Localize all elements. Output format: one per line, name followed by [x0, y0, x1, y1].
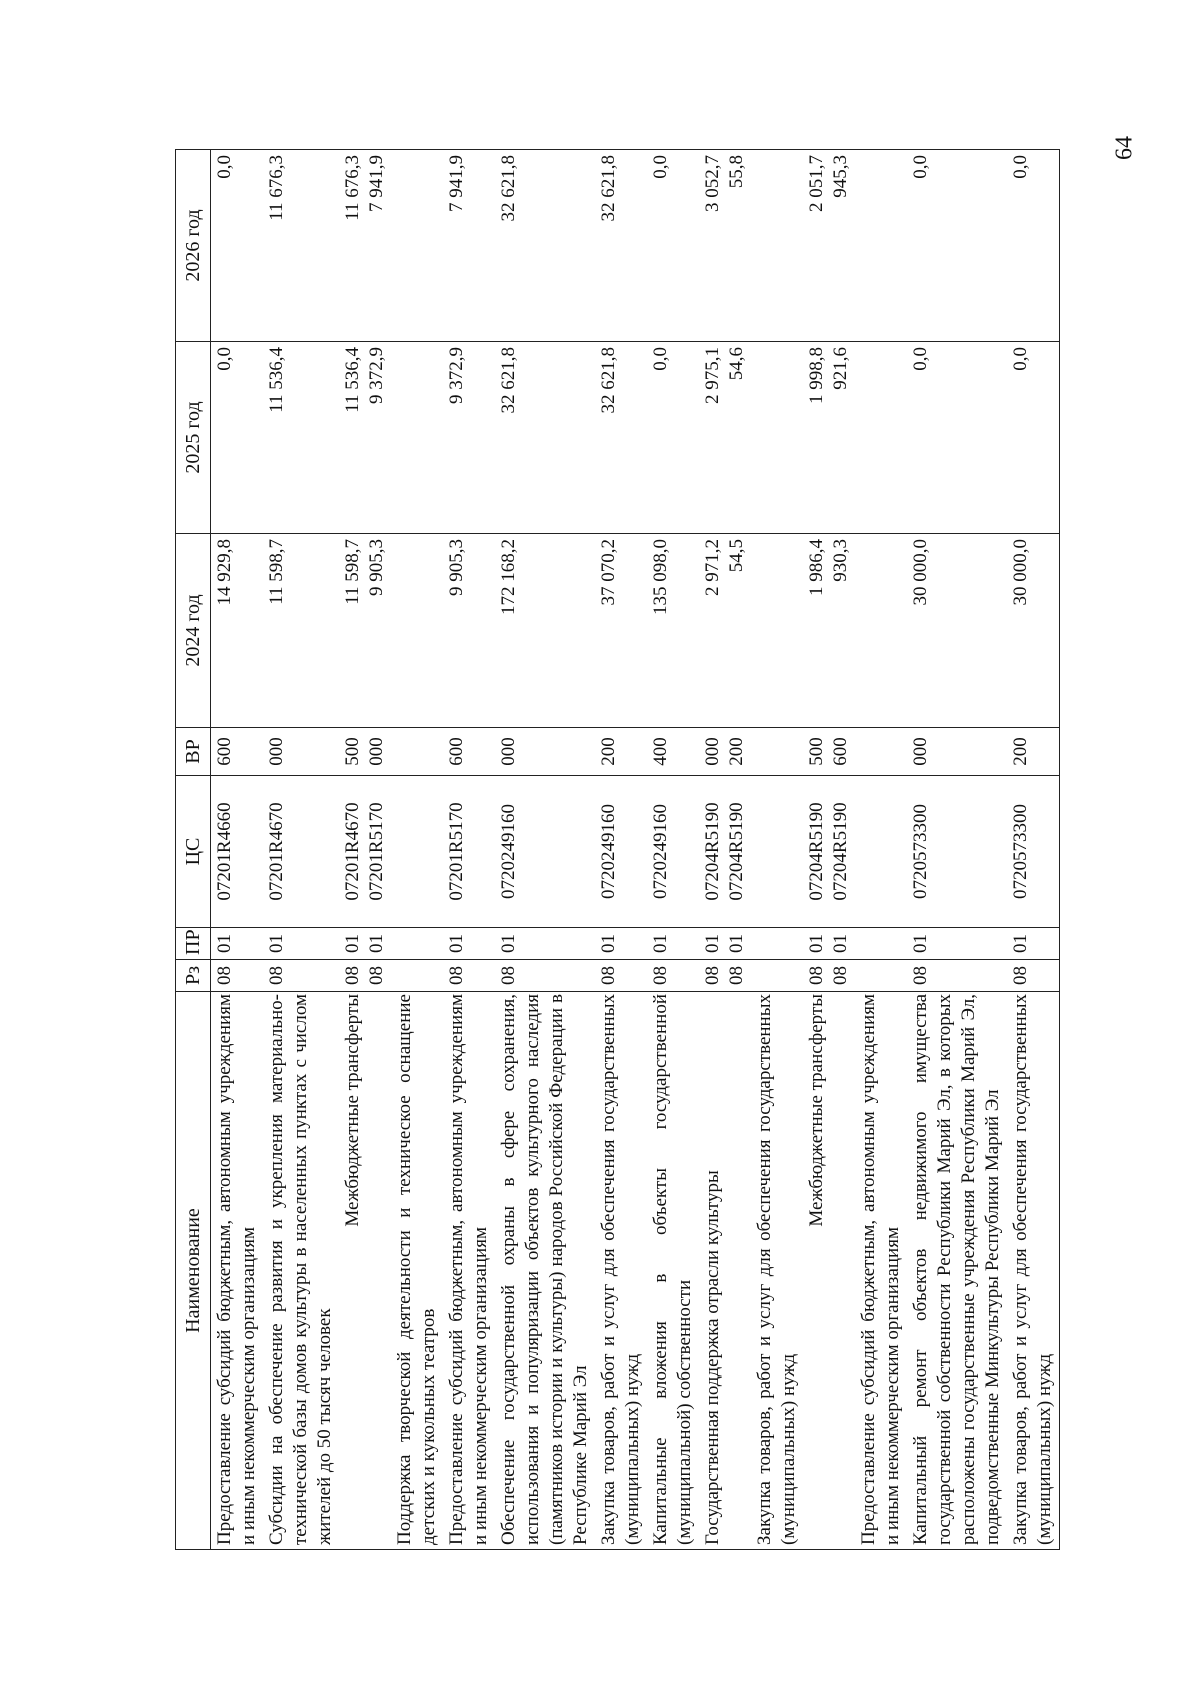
cell-cs [751, 776, 803, 928]
cell-amount-2025-value: 2 975,1 [702, 347, 723, 404]
cell-amount-2026-value: 32 621,8 [498, 155, 519, 222]
cell-amount-2025-value: 9 372,9 [366, 347, 387, 404]
cell-amount-2026-value: 55,8 [726, 155, 747, 189]
cell-rz-value: 08 [702, 966, 723, 985]
cell-amount-2024-value: 9 905,3 [366, 539, 387, 596]
cell-amount-2025-value: 921,6 [830, 347, 851, 390]
cell-rz-value: 08 [910, 966, 931, 985]
cell-amount-2026 [803, 150, 855, 342]
cell-pr-value: 01 [342, 934, 363, 953]
cell-amount-2026-value: 0,0 [214, 155, 235, 179]
cell-vr-value: 600 [214, 737, 235, 766]
cell-amount-2024-value: 11 598,7 [342, 539, 363, 605]
cell-amount-2024 [495, 534, 595, 728]
cell-amount-2026 [647, 150, 699, 342]
table-row [803, 150, 855, 1550]
cell-name: Межбюджетные трансферты [803, 992, 855, 1550]
cell-cs-value: 07201R4670 [342, 802, 363, 901]
cell-cs [391, 776, 443, 928]
cell-vr-value: 500 [342, 737, 363, 766]
cell-rz-value: 08 [214, 966, 235, 985]
cell-pr [855, 928, 907, 960]
cell-rz-value: 08 [650, 966, 671, 985]
cell-rz-value: 08 [498, 966, 519, 985]
cell-vr [595, 728, 647, 776]
cell-amount-2026-value: 32 621,8 [598, 155, 619, 222]
cell-cs [339, 776, 391, 928]
cell-cs-value: 07201R4670 [266, 802, 287, 901]
cell-amount-2025 [211, 342, 264, 534]
cell-amount-2025 [495, 342, 595, 534]
cell-amount-2025 [907, 342, 1007, 534]
cell-pr [595, 928, 647, 960]
cell-cs-value: 07201R4660 [214, 802, 235, 901]
header-name: Наименование [176, 992, 211, 1550]
cell-amount-2025 [339, 342, 391, 534]
cell-amount-2024-value: 30 000,0 [1010, 539, 1031, 606]
cell-rz-value: 08 [598, 966, 619, 985]
cell-name: Предоставление субсидий бюджетным, автономным учреждениям и иным некоммерческим организациям [211, 992, 264, 1550]
header-2025: 2025 год [176, 342, 211, 534]
cell-name: Межбюджетные трансферты [339, 992, 391, 1550]
cell-amount-2025 [263, 342, 339, 534]
cell-pr-value: 01 [806, 934, 827, 953]
table-row [595, 150, 647, 1550]
cell-amount-2024-value: 30 000,0 [910, 539, 931, 606]
table-row [751, 150, 803, 1550]
cell-cs-value: 0720249160 [598, 804, 619, 899]
cell-cs-value: 07204R5190 [726, 802, 747, 901]
cell-amount-2026-value: 11 676,3 [342, 155, 363, 221]
cell-amount-2024 [391, 534, 443, 728]
cell-amount-2025 [647, 342, 699, 534]
cell-amount-2026 [211, 150, 264, 342]
table-row [263, 150, 339, 1550]
cell-pr-value: 01 [366, 934, 387, 953]
cell-amount-2026-value: 0,0 [650, 155, 671, 179]
cell-vr [751, 728, 803, 776]
cell-vr-value: 200 [726, 737, 747, 766]
cell-amount-2025 [855, 342, 907, 534]
cell-cs-value: 0720249160 [498, 804, 519, 899]
cell-amount-2024 [443, 534, 495, 728]
cell-amount-2025-value: 11 536,4 [342, 347, 363, 413]
cell-amount-2024-value: 37 070,2 [598, 539, 619, 606]
cell-pr-value: 01 [446, 934, 467, 953]
table-row [647, 150, 699, 1550]
cell-pr [263, 928, 339, 960]
cell-amount-2025-value: 0,0 [1010, 347, 1031, 371]
cell-amount-2026 [855, 150, 907, 342]
cell-amount-2025 [803, 342, 855, 534]
cell-rz [907, 960, 1007, 992]
cell-amount-2024 [751, 534, 803, 728]
cell-cs-value: 0720573300 [1010, 804, 1031, 899]
header-cs: ЦС [176, 776, 211, 928]
cell-name: Закупка товаров, работ и услуг для обеспечения государственных (муниципальных) нужд [595, 992, 647, 1550]
cell-rz [495, 960, 595, 992]
table-row [907, 150, 1007, 1550]
cell-pr [391, 928, 443, 960]
cell-amount-2025 [1007, 342, 1060, 534]
cell-amount-2026 [699, 150, 751, 342]
cell-amount-2024-value: 14 929,8 [214, 539, 235, 606]
cell-pr-value: 01 [726, 934, 747, 953]
cell-name: Субсидии на обеспечение развития и укрепления материально-технической базы домов культуры в населенных пунктах с числом жителей до 50 тысяч человек [263, 992, 339, 1550]
cell-amount-2026 [391, 150, 443, 342]
cell-pr [1007, 928, 1060, 960]
cell-pr [211, 928, 264, 960]
cell-amount-2024-value: 2 971,2 [702, 539, 723, 596]
cell-amount-2024 [855, 534, 907, 728]
cell-amount-2026-value: 0,0 [1010, 155, 1031, 179]
cell-rz-value: 08 [342, 966, 363, 985]
cell-vr-value: 000 [366, 737, 387, 766]
cell-amount-2026 [339, 150, 391, 342]
cell-amount-2026 [443, 150, 495, 342]
cell-rz [647, 960, 699, 992]
cell-amount-2025-value: 1 998,8 [806, 347, 827, 404]
cell-rz [263, 960, 339, 992]
cell-pr-value: 01 [910, 934, 931, 953]
cell-vr-value: 500 [806, 737, 827, 766]
cell-amount-2026 [495, 150, 595, 342]
table-row [391, 150, 443, 1550]
cell-vr-value: 000 [910, 737, 931, 766]
cell-name: Предоставление субсидий бюджетным, автономным учреждениям и иным некоммерческим организациям [855, 992, 907, 1550]
cell-amount-2026-value: 0,0 [910, 155, 931, 179]
cell-rz-value: 08 [1010, 966, 1031, 985]
cell-amount-2026-value: 7 941,9 [366, 155, 387, 212]
cell-vr [855, 728, 907, 776]
table-row [443, 150, 495, 1550]
cell-name: Капитальный ремонт объектов недвижимого имущества государственной собственности Республики Марий Эл, в которых расположены государственные учреждения Республики Марий Эл, подведомственные Минкультуры Республики Марий Эл [907, 992, 1007, 1550]
cell-amount-2026-value: 2 051,7 [806, 155, 827, 212]
cell-rz [699, 960, 751, 992]
cell-amount-2025 [595, 342, 647, 534]
cell-amount-2024-value: 9 905,3 [446, 539, 467, 596]
cell-amount-2026-value: 3 052,7 [702, 155, 723, 212]
cell-amount-2024 [339, 534, 391, 728]
cell-rz-value: 08 [806, 966, 827, 985]
cell-pr-value: 01 [830, 934, 851, 953]
cell-cs [855, 776, 907, 928]
cell-amount-2026 [263, 150, 339, 342]
cell-pr [443, 928, 495, 960]
cell-amount-2026 [1007, 150, 1060, 342]
cell-cs [1007, 776, 1060, 928]
cell-rz [595, 960, 647, 992]
cell-vr-value: 200 [1010, 737, 1031, 766]
cell-amount-2024 [211, 534, 264, 728]
table-row [699, 150, 751, 1550]
cell-amount-2025 [443, 342, 495, 534]
cell-amount-2026-value: 945,3 [830, 155, 851, 198]
table-row [339, 150, 391, 1550]
cell-vr-value: 200 [598, 737, 619, 766]
cell-vr [211, 728, 264, 776]
cell-vr [443, 728, 495, 776]
budget-table [175, 149, 1060, 1550]
cell-pr [647, 928, 699, 960]
cell-amount-2024-value: 1 986,4 [806, 539, 827, 596]
cell-amount-2025-value: 32 621,8 [498, 347, 519, 414]
header-2026: 2026 год [176, 150, 211, 342]
cell-vr-value: 600 [830, 737, 851, 766]
cell-amount-2024-value: 172 168,2 [498, 539, 519, 615]
cell-amount-2024-value: 54,5 [726, 539, 747, 573]
table-row [855, 150, 907, 1550]
cell-name: Государственная поддержка отрасли культуры [699, 992, 751, 1550]
cell-cs-value: 07204R5190 [806, 802, 827, 901]
cell-amount-2024-value: 135 098,0 [650, 539, 671, 615]
cell-rz [751, 960, 803, 992]
header-vr: ВР [176, 728, 211, 776]
cell-name: Капитальные вложения в объекты государственной (муниципальной) собственности [647, 992, 699, 1550]
header-2024: 2024 год [176, 534, 211, 728]
cell-amount-2024 [263, 534, 339, 728]
cell-rz-value: 08 [726, 966, 747, 985]
cell-amount-2025-value: 54,6 [726, 347, 747, 381]
cell-rz [339, 960, 391, 992]
cell-pr [699, 928, 751, 960]
cell-amount-2024 [1007, 534, 1060, 728]
cell-vr-value: 600 [446, 737, 467, 766]
cell-pr-value: 01 [498, 934, 519, 953]
table-body [211, 150, 1060, 1550]
cell-cs-value: 0720573300 [910, 804, 931, 899]
cell-amount-2026-value: 11 676,3 [266, 155, 287, 221]
header-pr: ПР [176, 928, 211, 960]
header-rz: Рз [176, 960, 211, 992]
cell-rz-value: 08 [266, 966, 287, 985]
cell-vr [647, 728, 699, 776]
cell-vr [339, 728, 391, 776]
cell-amount-2024 [699, 534, 751, 728]
cell-amount-2024 [803, 534, 855, 728]
cell-amount-2025 [751, 342, 803, 534]
cell-pr [339, 928, 391, 960]
cell-cs-value: 07201R5170 [366, 802, 387, 901]
cell-pr-value: 01 [1010, 934, 1031, 953]
cell-pr [751, 928, 803, 960]
cell-cs [495, 776, 595, 928]
cell-amount-2024 [595, 534, 647, 728]
cell-vr [907, 728, 1007, 776]
rotated-page-content [175, 150, 1060, 1550]
cell-pr-value: 01 [598, 934, 619, 953]
cell-name: Закупка товаров, работ и услуг для обеспечения государственных (муниципальных) нужд [751, 992, 803, 1550]
cell-rz [803, 960, 855, 992]
table-header-row [176, 150, 211, 1550]
table-row [495, 150, 595, 1550]
cell-name: Обеспечение государственной охраны в сфере сохранения, использования и популяризации объектов культурного наследия (памятников истории и культуры) народов Российской Федерации в Республике Марий Эл [495, 992, 595, 1550]
table-row [1007, 150, 1060, 1550]
cell-amount-2025-value: 0,0 [214, 347, 235, 371]
cell-rz [443, 960, 495, 992]
cell-cs-value: 07204R5190 [702, 802, 723, 901]
cell-amount-2025 [699, 342, 751, 534]
page-number: 64 [1111, 136, 1138, 160]
cell-cs [699, 776, 751, 928]
cell-name: Поддержка творческой деятельности и техническое оснащение детских и кукольных театров [391, 992, 443, 1550]
cell-amount-2025 [391, 342, 443, 534]
cell-cs-value: 07201R5170 [446, 802, 467, 901]
cell-vr [699, 728, 751, 776]
cell-vr-value: 000 [266, 737, 287, 766]
cell-pr [907, 928, 1007, 960]
cell-amount-2025-value: 0,0 [650, 347, 671, 371]
cell-rz [1007, 960, 1060, 992]
cell-vr [803, 728, 855, 776]
cell-amount-2025-value: 0,0 [910, 347, 931, 371]
cell-pr [803, 928, 855, 960]
cell-name: Предоставление субсидий бюджетным, автономным учреждениям и иным некоммерческим организациям [443, 992, 495, 1550]
cell-pr-value: 01 [214, 934, 235, 953]
cell-vr [495, 728, 595, 776]
cell-cs [263, 776, 339, 928]
cell-vr [263, 728, 339, 776]
cell-amount-2024 [647, 534, 699, 728]
cell-cs [595, 776, 647, 928]
cell-vr-value: 000 [702, 737, 723, 766]
cell-amount-2026-value: 7 941,9 [446, 155, 467, 212]
cell-cs [907, 776, 1007, 928]
cell-pr-value: 01 [650, 934, 671, 953]
table-row [211, 150, 264, 1550]
cell-vr [391, 728, 443, 776]
cell-amount-2026 [595, 150, 647, 342]
cell-amount-2026 [751, 150, 803, 342]
cell-name: Закупка товаров, работ и услуг для обеспечения государственных (муниципальных) нужд [1007, 992, 1060, 1550]
cell-rz-value: 08 [366, 966, 387, 985]
cell-vr-value: 400 [650, 737, 671, 766]
cell-amount-2025-value: 9 372,9 [446, 347, 467, 404]
cell-vr-value: 000 [498, 737, 519, 766]
cell-amount-2024 [907, 534, 1007, 728]
cell-cs [647, 776, 699, 928]
cell-amount-2025-value: 32 621,8 [598, 347, 619, 414]
cell-rz-value: 08 [446, 966, 467, 985]
cell-rz [211, 960, 264, 992]
cell-cs [803, 776, 855, 928]
cell-rz [855, 960, 907, 992]
cell-cs [443, 776, 495, 928]
cell-amount-2024-value: 11 598,7 [266, 539, 287, 605]
cell-vr [1007, 728, 1060, 776]
cell-amount-2024-value: 930,3 [830, 539, 851, 582]
cell-cs [211, 776, 264, 928]
cell-pr [495, 928, 595, 960]
cell-cs-value: 07204R5190 [830, 802, 851, 901]
cell-amount-2025-value: 11 536,4 [266, 347, 287, 413]
cell-cs-value: 0720249160 [650, 804, 671, 899]
cell-rz-value: 08 [830, 966, 851, 985]
cell-rz [391, 960, 443, 992]
cell-pr-value: 01 [266, 934, 287, 953]
cell-pr-value: 01 [702, 934, 723, 953]
cell-amount-2026 [907, 150, 1007, 342]
